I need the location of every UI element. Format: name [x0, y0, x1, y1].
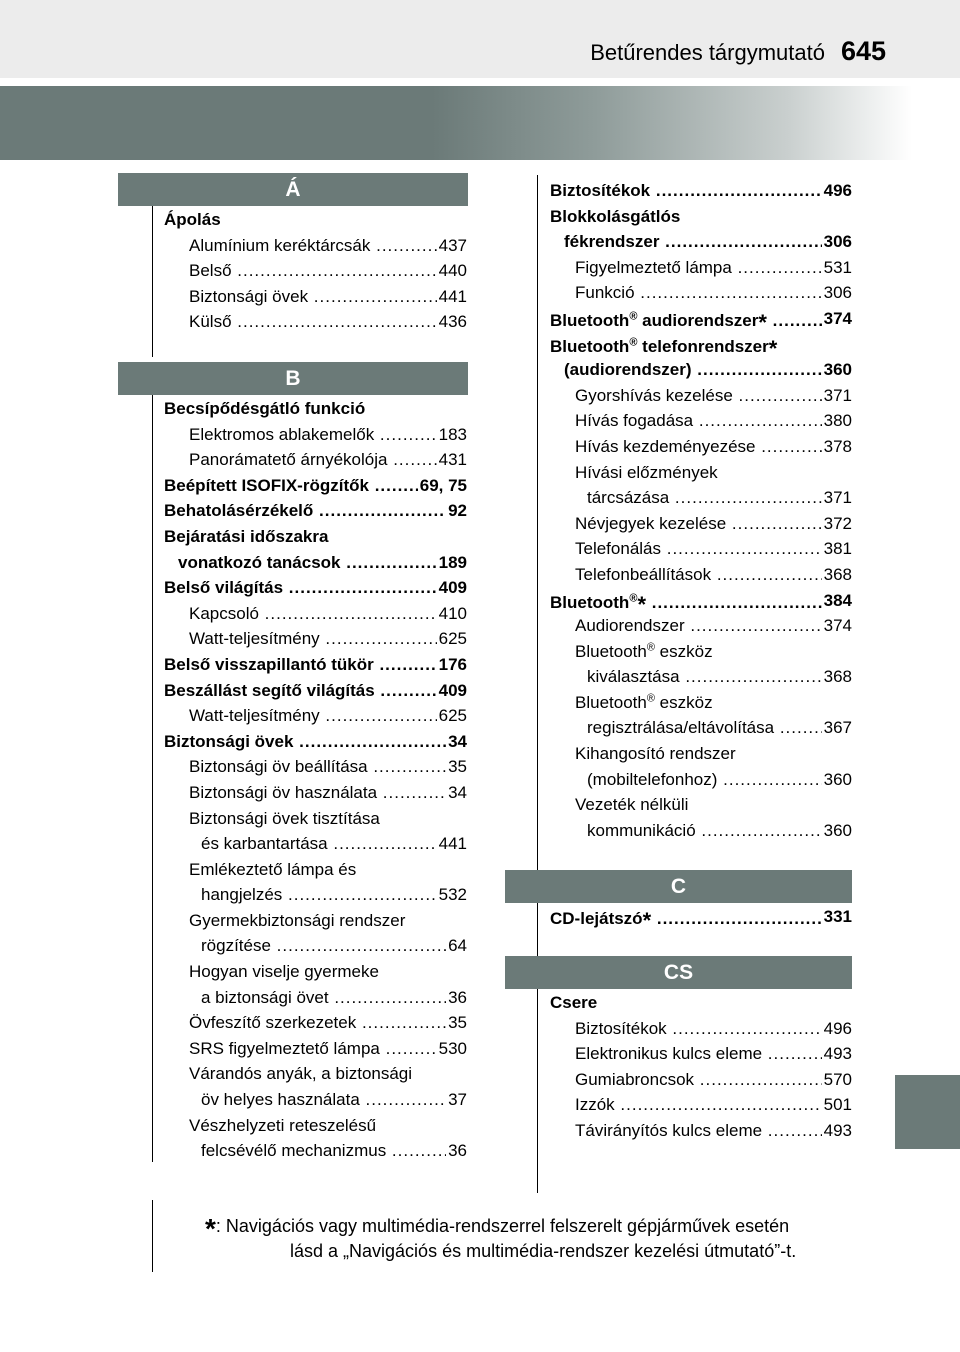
index-entry: [164, 729, 467, 755]
index-entry: [550, 741, 852, 767]
index-entry: [550, 332, 852, 358]
decorative-gradient-band: [0, 86, 960, 160]
section-entries: [164, 396, 467, 1164]
entry-label: Funkció .....: [575, 280, 852, 306]
entry-page-number: 34: [446, 780, 467, 806]
entry-label: Hívás fogadása .....: [575, 408, 852, 434]
entry-page-number: 64: [446, 933, 467, 959]
entry-page-number: 496: [822, 178, 852, 204]
entry-label: Övfeszítő szerkezetek .....: [189, 1010, 467, 1036]
page-number: 645: [840, 36, 886, 66]
entry-page-number: 496: [822, 1016, 852, 1042]
entry-page-number: 531: [822, 255, 852, 281]
entry-label: SRS figyelmeztető lámpa .....: [189, 1036, 467, 1062]
index-entry: [550, 664, 852, 690]
entry-page-number: 306: [822, 229, 852, 255]
index-entry: [550, 460, 852, 486]
index-entry: [550, 178, 852, 204]
entry-page-number: 360: [822, 357, 852, 383]
index-entry: [550, 904, 852, 930]
entry-label: Kihangosító rendszer: [575, 744, 736, 764]
entry-label: Távirányítós kulcs eleme .....: [575, 1118, 852, 1144]
index-entry: [164, 473, 467, 499]
index-entry: [164, 233, 467, 259]
entry-label: Belső világítás .....: [164, 575, 467, 601]
entry-label: Emlékeztető lámpa és: [189, 859, 357, 879]
entry-label: Elektronikus kulcs eleme .....: [575, 1041, 852, 1067]
entry-page-number: 36: [446, 1138, 467, 1164]
asterisk-marker: *: [768, 335, 778, 358]
entry-page-number: 493: [822, 1041, 852, 1067]
entry-label: fékrendszer .....: [564, 229, 852, 255]
index-entry: [164, 447, 467, 473]
index-entry: [550, 1092, 852, 1118]
section-header-a-acute: Á: [118, 173, 468, 206]
index-entry: [164, 550, 467, 576]
entry-page-number: 625: [437, 703, 467, 729]
index-entry: [164, 422, 467, 448]
entry-label: Panorámatető árnyékolója .....: [189, 447, 467, 473]
footnote-marker: *: [205, 1213, 216, 1244]
index-entry: [164, 258, 467, 284]
index-entry: [164, 1036, 467, 1062]
entry-label: Bluetooth®* .....: [550, 588, 852, 614]
index-entry: [550, 1041, 852, 1067]
entry-label: kommunikáció .....: [587, 818, 852, 844]
entry-label: Figyelmeztető lámpa .....: [575, 255, 852, 281]
registered-mark: ®: [629, 591, 638, 604]
index-entry: [164, 882, 467, 908]
entry-label: hangjelzés .....: [201, 882, 467, 908]
asterisk-marker: *: [642, 908, 652, 930]
entry-page-number: 570: [822, 1067, 852, 1093]
entry-label: Belső visszapillantó tükör .....: [164, 652, 467, 678]
entry-label: Hívási előzmények: [575, 462, 718, 482]
index-entry: [164, 754, 467, 780]
index-entry: [164, 309, 467, 335]
index-entry: [550, 1067, 852, 1093]
entry-page-number: 35: [446, 1010, 467, 1036]
section-entries: [550, 990, 852, 1144]
top-header-band: [0, 0, 960, 78]
index-entry: [164, 396, 467, 422]
entry-page-number: 532: [437, 882, 467, 908]
entry-label: CD-lejátszó* .....: [550, 904, 852, 930]
index-entry: [164, 524, 467, 550]
index-entry: [164, 780, 467, 806]
index-entry: [164, 284, 467, 310]
entry-label: tárcsázása .....: [587, 485, 852, 511]
index-entry: [164, 678, 467, 704]
index-entry: [164, 831, 467, 857]
index-entry: [164, 652, 467, 678]
entry-label: Biztonsági övek tisztítása: [189, 808, 380, 828]
entry-label: (mobiltelefonhoz) .....: [587, 767, 852, 793]
entry-label: Vészhelyzeti reteszelésű: [189, 1115, 377, 1135]
entry-page-number: 441: [437, 831, 467, 857]
entry-label: kiválasztása .....: [587, 664, 852, 690]
entry-label: Bluetooth® audiorendszer* .....: [550, 306, 852, 332]
entry-label: regisztrálása/eltávolítása .....: [587, 715, 852, 741]
entry-label: Kapcsoló .....: [189, 601, 467, 627]
index-entry: [550, 204, 852, 230]
entry-label: Biztonsági övek .....: [164, 729, 467, 755]
index-entry: [550, 1118, 852, 1144]
entry-page-number: 410: [437, 601, 467, 627]
entry-label: vonatkozó tanácsok .....: [178, 550, 467, 576]
entry-label: Bluetooth® eszköz: [575, 641, 713, 661]
entry-page-number: 34: [446, 729, 467, 755]
entry-label: Becsípődésgátló funkció: [164, 399, 366, 418]
entry-label: Telefonbeállítások .....: [575, 562, 852, 588]
entry-page-number: 37: [446, 1087, 467, 1113]
registered-mark: ®: [646, 641, 655, 654]
entry-label: Watt-teljesítmény .....: [189, 703, 467, 729]
index-entry: [550, 1016, 852, 1042]
index-entry: [164, 985, 467, 1011]
entry-page-number: 368: [822, 664, 852, 690]
entry-page-number: 409: [437, 678, 467, 704]
index-entry: [550, 434, 852, 460]
entry-page-number: 409: [437, 575, 467, 601]
index-entry: [164, 806, 467, 832]
entry-page-number: 371: [822, 383, 852, 409]
entry-label: Külső .....: [189, 309, 467, 335]
entry-page-number: 374: [822, 306, 852, 332]
entry-label: Beszállást segítő világítás .....: [164, 678, 467, 704]
index-entry: [164, 1087, 467, 1113]
entry-label: Beépített ISOFIX-rögzítők .....: [164, 473, 467, 499]
section-entries: [550, 178, 852, 843]
index-entry: [164, 908, 467, 934]
index-entry: [550, 408, 852, 434]
entry-page-number: 306: [822, 280, 852, 306]
section-header-c: C: [505, 870, 852, 903]
entry-label: Csere: [550, 993, 598, 1012]
index-entry: [550, 639, 852, 665]
section-entries: [550, 904, 852, 930]
index-entry: [550, 280, 852, 306]
entry-page-number: 380: [822, 408, 852, 434]
entry-label: Bluetooth® telefonrendszer*: [550, 332, 777, 358]
index-entry: [550, 485, 852, 511]
index-entry: [164, 601, 467, 627]
entry-label: Gyorshívás kezelése .....: [575, 383, 852, 409]
index-entry: [550, 715, 852, 741]
entry-page-number: 92: [446, 498, 467, 524]
entry-page-number: 437: [437, 233, 467, 259]
entry-label: Audiorendszer .....: [575, 613, 852, 639]
entry-label: és karbantartása .....: [201, 831, 467, 857]
index-entry: [550, 229, 852, 255]
entry-page-number: 381: [822, 536, 852, 562]
index-entry: [550, 255, 852, 281]
asterisk-marker: *: [758, 309, 767, 332]
asterisk-marker: *: [637, 591, 646, 614]
entry-page-number: 384: [822, 588, 852, 614]
index-entry: [550, 613, 852, 639]
entry-page-number: 493: [822, 1118, 852, 1144]
entry-label: Hogyan viselje gyermeke: [189, 962, 379, 982]
entry-label: öv helyes használata .....: [201, 1087, 467, 1113]
entry-label: Gumiabroncsok .....: [575, 1067, 852, 1093]
index-entry: [550, 306, 852, 332]
entry-label: Biztonsági öv beállítása .....: [189, 754, 467, 780]
index-entry: [550, 536, 852, 562]
index-entry: [550, 562, 852, 588]
entry-page-number: 176: [437, 652, 467, 678]
left-column-rule-b: [152, 392, 153, 1162]
entry-page-number: 368: [822, 562, 852, 588]
entry-page-number: 69, 75: [418, 473, 467, 499]
entry-label: a biztonsági övet .....: [201, 985, 467, 1011]
index-entry: [164, 575, 467, 601]
entry-page-number: 441: [437, 284, 467, 310]
thumb-index-tab: [895, 1075, 960, 1149]
index-entry: [550, 767, 852, 793]
index-entry: [164, 959, 467, 985]
registered-mark: ®: [629, 335, 638, 348]
index-entry: [164, 626, 467, 652]
entry-label: Elektromos ablakemelők .....: [189, 422, 467, 448]
bottom-left-rule: [152, 1200, 153, 1272]
entry-label: Alumínium keréktárcsák .....: [189, 233, 467, 259]
index-entry: [164, 933, 467, 959]
section-header-b: B: [118, 362, 468, 395]
index-entry: [164, 1113, 467, 1139]
entry-page-number: 367: [822, 715, 852, 741]
entry-label: Gyermekbiztonsági rendszer: [189, 910, 406, 930]
entry-page-number: 371: [822, 485, 852, 511]
entry-label: felcsévélő mechanizmus .....: [201, 1138, 467, 1164]
entry-label: Belső .....: [189, 258, 467, 284]
entry-page-number: 440: [437, 258, 467, 284]
footnote-line1: : Navigációs vagy multimédia-rendszerrel felszerelt gépjárművek esetén: [215, 1216, 790, 1236]
index-entry: [164, 703, 467, 729]
registered-mark: ®: [646, 692, 655, 705]
entry-label: Várandós anyák, a biztonsági: [189, 1064, 413, 1084]
footnote: [205, 1207, 797, 1261]
index-entry: [164, 207, 467, 233]
entry-label: Bluetooth® eszköz: [575, 692, 713, 712]
entry-page-number: 331: [822, 904, 852, 930]
index-entry: [164, 857, 467, 883]
entry-page-number: 530: [437, 1036, 467, 1062]
entry-label: Ápolás: [164, 210, 221, 229]
entry-label: Névjegyek kezelése .....: [575, 511, 852, 537]
entry-label: Biztonsági öv használata .....: [189, 780, 467, 806]
registered-mark: ®: [629, 310, 638, 323]
entry-label: Izzók .....: [575, 1092, 852, 1118]
entry-label: Hívás kezdeményezése .....: [575, 434, 852, 460]
index-entry: [164, 498, 467, 524]
entry-page-number: 378: [822, 434, 852, 460]
entry-page-number: 35: [446, 754, 467, 780]
entry-label: Behatolásérzékelő .....: [164, 498, 467, 524]
index-entry: [550, 383, 852, 409]
right-column-rule: [537, 175, 538, 1193]
left-column-rule: [152, 205, 153, 357]
index-entry: [550, 588, 852, 614]
entry-page-number: 360: [822, 767, 852, 793]
entry-page-number: 183: [437, 422, 467, 448]
entry-page-number: 501: [822, 1092, 852, 1118]
entry-label: Biztosítékok .....: [550, 178, 852, 204]
index-entry: [164, 1138, 467, 1164]
entry-label: Blokkolásgátlós: [550, 206, 681, 226]
entry-label: Watt-teljesítmény .....: [189, 626, 467, 652]
section-entries: [164, 207, 467, 335]
index-entry: [550, 818, 852, 844]
index-entry: [550, 690, 852, 716]
index-entry: [550, 990, 852, 1016]
index-entry: [164, 1010, 467, 1036]
entry-page-number: 360: [822, 818, 852, 844]
entry-page-number: 374: [822, 613, 852, 639]
entry-page-number: 372: [822, 511, 852, 537]
entry-label: Biztosítékok .....: [575, 1016, 852, 1042]
entry-page-number: 436: [437, 309, 467, 335]
index-entry: [550, 792, 852, 818]
entry-label: Telefonálás .....: [575, 536, 852, 562]
section-header-cs: CS: [505, 956, 852, 989]
index-entry: [550, 357, 852, 383]
entry-label: rögzítése .....: [201, 933, 467, 959]
entry-page-number: 36: [446, 985, 467, 1011]
entry-page-number: 189: [437, 550, 467, 576]
entry-label: Biztonsági övek .....: [189, 284, 467, 310]
index-entry: [550, 511, 852, 537]
entry-label: Bejáratási időszakra: [164, 526, 329, 546]
entry-page-number: 431: [437, 447, 467, 473]
page-title: Betűrendes tárgymutató: [590, 40, 825, 65]
entry-page-number: 625: [437, 626, 467, 652]
entry-label: Vezeték nélküli: [575, 795, 689, 815]
footnote-line2: lásd a „Navigációs és multimédia-rendszer kezelési útmutató”-t.: [290, 1241, 797, 1261]
index-entry: [164, 1061, 467, 1087]
entry-label: (audiorendszer) .....: [564, 357, 852, 383]
